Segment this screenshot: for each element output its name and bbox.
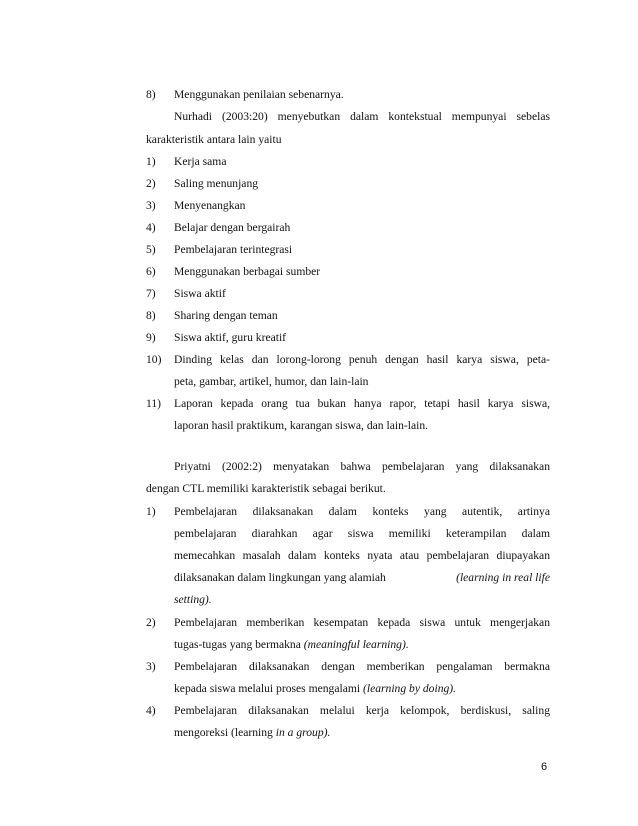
item-text-row xyxy=(174,571,550,584)
item-text: Siswa aktif, guru kreatif xyxy=(174,331,287,344)
item-text: Kerja sama xyxy=(174,155,227,168)
item-text-italic: setting). xyxy=(174,593,212,606)
item-text-row xyxy=(174,593,212,606)
item-text-italic: (learning by doing). xyxy=(363,682,457,695)
item-text: Pembelajaran dilaksanakan melalui kerja kelompok, berdiskusi, saling xyxy=(174,704,550,717)
page-number: 6 xyxy=(541,761,548,773)
paragraph-line: dengan CTL memiliki karakteristik sebagai berikut. xyxy=(146,482,386,495)
item-text: Laporan kepada orang tua bukan hanya rapor, tetapi hasil karya siswa, xyxy=(174,397,550,410)
item-number: 2) xyxy=(146,177,156,190)
item-text: Pembelajaran memberikan kesempatan kepada siswa untuk mengerjakan xyxy=(174,616,550,629)
item-text-italic: in a group). xyxy=(275,726,331,739)
item-number: 8) xyxy=(146,309,156,322)
item-number: 4) xyxy=(146,221,156,234)
item-number: 1) xyxy=(146,505,156,518)
item-number: 9) xyxy=(146,331,156,344)
paragraph-line: Nurhadi (2003:20) menyebutkan dalam kontekstual mempunyai sebelas xyxy=(174,110,550,123)
item-text: laporan hasil praktikum, karangan siswa, dan lain-lain. xyxy=(174,419,429,432)
item-text: kepada siswa melalui proses mengalami xyxy=(174,682,361,695)
item-number: 8) xyxy=(146,88,156,101)
item-text: Pembelajaran terintegrasi xyxy=(174,243,293,256)
item-text: Sharing dengan teman xyxy=(174,309,278,322)
item-number: 2) xyxy=(146,616,156,629)
item-text: Menyenangkan xyxy=(174,199,246,212)
item-text-row xyxy=(174,682,456,695)
item-number: 7) xyxy=(146,287,156,300)
item-text-italic: (meaningful learning). xyxy=(303,638,409,651)
item-text: pembelajaran diarahkan agar siswa memiliki keterampilan dalam xyxy=(174,527,550,540)
paragraph-line: Priyatni (2002:2) menyatakan bahwa pembelajaran yang dilaksanakan xyxy=(174,460,550,473)
item-text: Belajar dengan bergairah xyxy=(174,221,291,234)
item-text: Saling menunjang xyxy=(174,177,259,190)
item-text: tugas-tugas yang bermakna xyxy=(174,638,301,651)
item-number: 6) xyxy=(146,265,156,278)
item-number: 1) xyxy=(146,155,156,168)
item-text-row xyxy=(174,726,330,739)
item-text-plain: (learning xyxy=(231,726,273,739)
item-text: Dinding kelas dan lorong-lorong penuh dengan hasil karya siswa, peta- xyxy=(174,353,550,366)
item-text: dilaksanakan dalam lingkungan yang alamiah xyxy=(174,571,386,584)
item-number: 10) xyxy=(146,353,162,366)
item-text-row xyxy=(174,638,409,651)
item-number: 11) xyxy=(146,397,162,410)
item-text: Pembelajaran dilaksanakan dengan memberikan pengalaman bermakna xyxy=(174,660,550,673)
item-number: 4) xyxy=(146,704,156,717)
item-text: mengoreksi xyxy=(174,726,229,739)
item-text-italic: (learning in real life xyxy=(456,571,550,584)
item-number: 3) xyxy=(146,199,156,212)
item-number: 3) xyxy=(146,660,156,673)
item-text: peta, gambar, artikel, humor, dan lain-lain xyxy=(174,375,369,388)
item-text: Menggunakan berbagai sumber xyxy=(174,265,321,278)
item-number: 5) xyxy=(146,243,156,256)
item-text: Menggunakan penilaian sebenarnya. xyxy=(174,88,344,101)
paragraph-line: karakteristik antara lain yaitu xyxy=(146,133,282,146)
item-text: memecahkan masalah dalam konteks nyata atau pembelajaran diupayakan xyxy=(174,549,550,562)
item-text: Siswa aktif xyxy=(174,287,226,300)
item-text: Pembelajaran dilaksanakan dalam konteks yang autentik, artinya xyxy=(174,505,550,518)
